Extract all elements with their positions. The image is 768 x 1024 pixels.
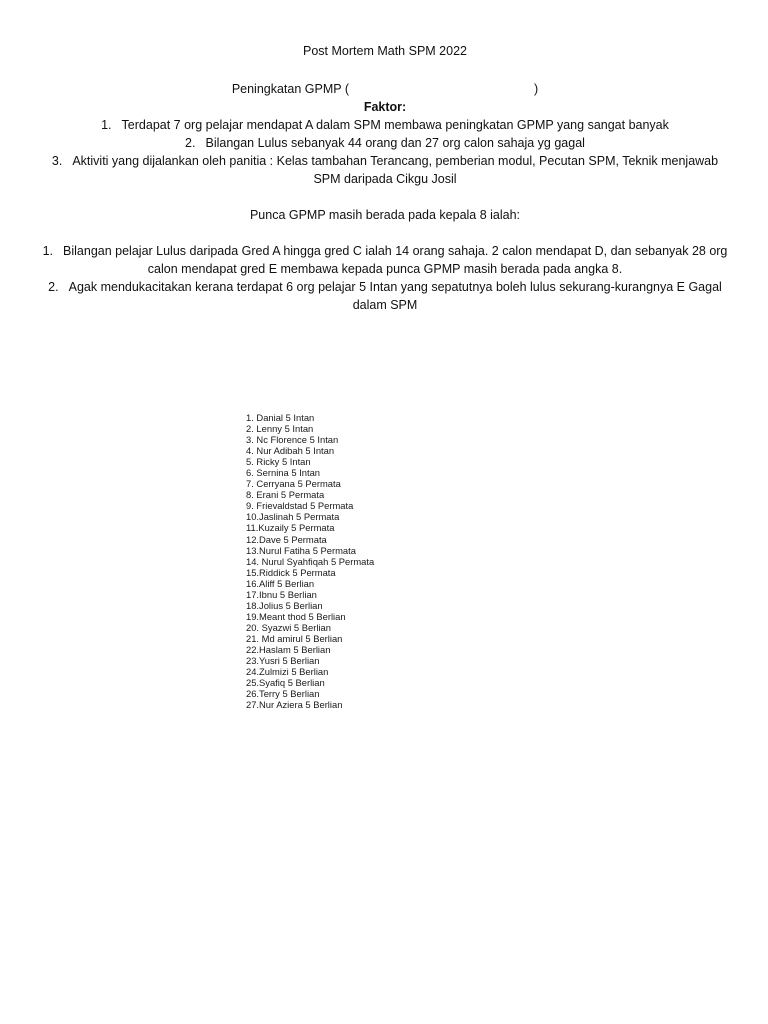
faktor-item bbox=[40, 116, 730, 134]
faktor-item bbox=[40, 134, 730, 152]
student-list-item: 9. Frievaldstad 5 Permata bbox=[246, 500, 354, 512]
student-list-item: 23.Yusri 5 Berlian bbox=[246, 655, 320, 667]
student-list-item: 10.Jaslinah 5 Permata bbox=[246, 511, 340, 523]
list-text: Terdapat 7 org pelajar mendapat A dalam SPM membawa peningkatan GPMP yang sangat banyak bbox=[121, 118, 669, 132]
student-list-item: 8. Erani 5 Permata bbox=[246, 489, 325, 501]
list-number: 3. bbox=[51, 154, 63, 168]
student-list-item: 12.Dave 5 Permata bbox=[246, 533, 327, 545]
list-text: Bilangan Lulus sebanyak 44 orang dan 27 org calon sahaja yg gagal bbox=[205, 136, 585, 150]
list-number: 1. bbox=[101, 118, 112, 132]
list-text: Agak mendukacitakan kerana terdapat 6 org pelajar 5 Intan yang sepatutnya boleh lulus sekurang-kurangnya E Gagal dalam SPM bbox=[68, 280, 722, 312]
gpmp-close: ) bbox=[534, 82, 539, 96]
student-list-item: 5. Ricky 5 Intan bbox=[246, 456, 311, 468]
student-list-item: 22.Haslam 5 Berlian bbox=[246, 643, 331, 655]
student-list-item: 6. Sernina 5 Intan bbox=[246, 467, 321, 479]
student-list-item: 2. Lenny 5 Intan bbox=[246, 423, 314, 435]
student-list-item: 1. Danial 5 Intan bbox=[246, 412, 315, 423]
document-title: Post Mortem Math SPM 2022 bbox=[303, 44, 467, 58]
document-body bbox=[40, 42, 730, 314]
student-list-item: 18.Jolius 5 Berlian bbox=[246, 599, 323, 611]
student-list-item: 15.Riddick 5 Permata bbox=[246, 566, 336, 578]
list-number: 2. bbox=[185, 136, 196, 150]
student-list-item: 21. Md amirul 5 Berlian bbox=[246, 632, 343, 644]
gpmp-heading bbox=[40, 80, 730, 98]
student-list-item: 27.Nur Aziera 5 Berlian bbox=[246, 699, 343, 711]
student-list-item: 25.Syafiq 5 Berlian bbox=[246, 677, 325, 689]
student-list-item: 16.Aliff 5 Berlian bbox=[246, 577, 315, 589]
punca-list bbox=[40, 242, 730, 314]
student-list-item: 17.Ibnu 5 Berlian bbox=[246, 588, 317, 600]
list-number: 2. bbox=[48, 280, 59, 294]
student-list-item: 11.Kuzaily 5 Permata bbox=[246, 522, 335, 534]
student-list-item: 26.Terry 5 Berlian bbox=[246, 688, 320, 700]
list-text: Bilangan pelajar Lulus daripada Gred A hingga gred C ialah 14 orang sahaja. 2 calon mendapat D, dan sebanyak 28 org calon mendapat gred E membawa kepada punca GPMP masih berada pada angka 8. bbox=[63, 244, 728, 276]
punca-item bbox=[40, 242, 730, 278]
faktor-item bbox=[40, 152, 730, 188]
faktor-list bbox=[40, 116, 730, 188]
student-list-item: 19.Meant thod 5 Berlian bbox=[246, 610, 346, 622]
punca-heading: Punca GPMP masih berada pada kepala 8 ialah: bbox=[249, 208, 521, 222]
punca-item bbox=[40, 278, 730, 314]
faktor-heading: Faktor: bbox=[363, 100, 407, 114]
student-list-item: 20. Syazwi 5 Berlian bbox=[246, 621, 331, 633]
student-list-item: 13.Nurul Fatiha 5 Permata bbox=[246, 544, 356, 556]
list-number: 1. bbox=[42, 244, 54, 258]
student-list-item: 24.Zulmizi 5 Berlian bbox=[246, 666, 329, 678]
student-list-item: 4. Nur Adibah 5 Intan bbox=[246, 445, 335, 457]
student-list-image bbox=[246, 412, 436, 710]
student-list-item: 3. Nc Florence 5 Intan bbox=[246, 434, 339, 446]
student-list-item: 14. Nurul Syahfiqah 5 Permata bbox=[246, 555, 375, 567]
list-text: Aktiviti yang dijalankan oleh panitia : Kelas tambahan Terancang, pemberian modul, Pecutan SPM, Teknik menjawab SPM daripada Cikgu Josil bbox=[72, 154, 719, 186]
student-list-item: 7. Cerryana 5 Permata bbox=[246, 478, 341, 490]
gpmp-label: Peningkatan GPMP ( bbox=[231, 82, 350, 96]
